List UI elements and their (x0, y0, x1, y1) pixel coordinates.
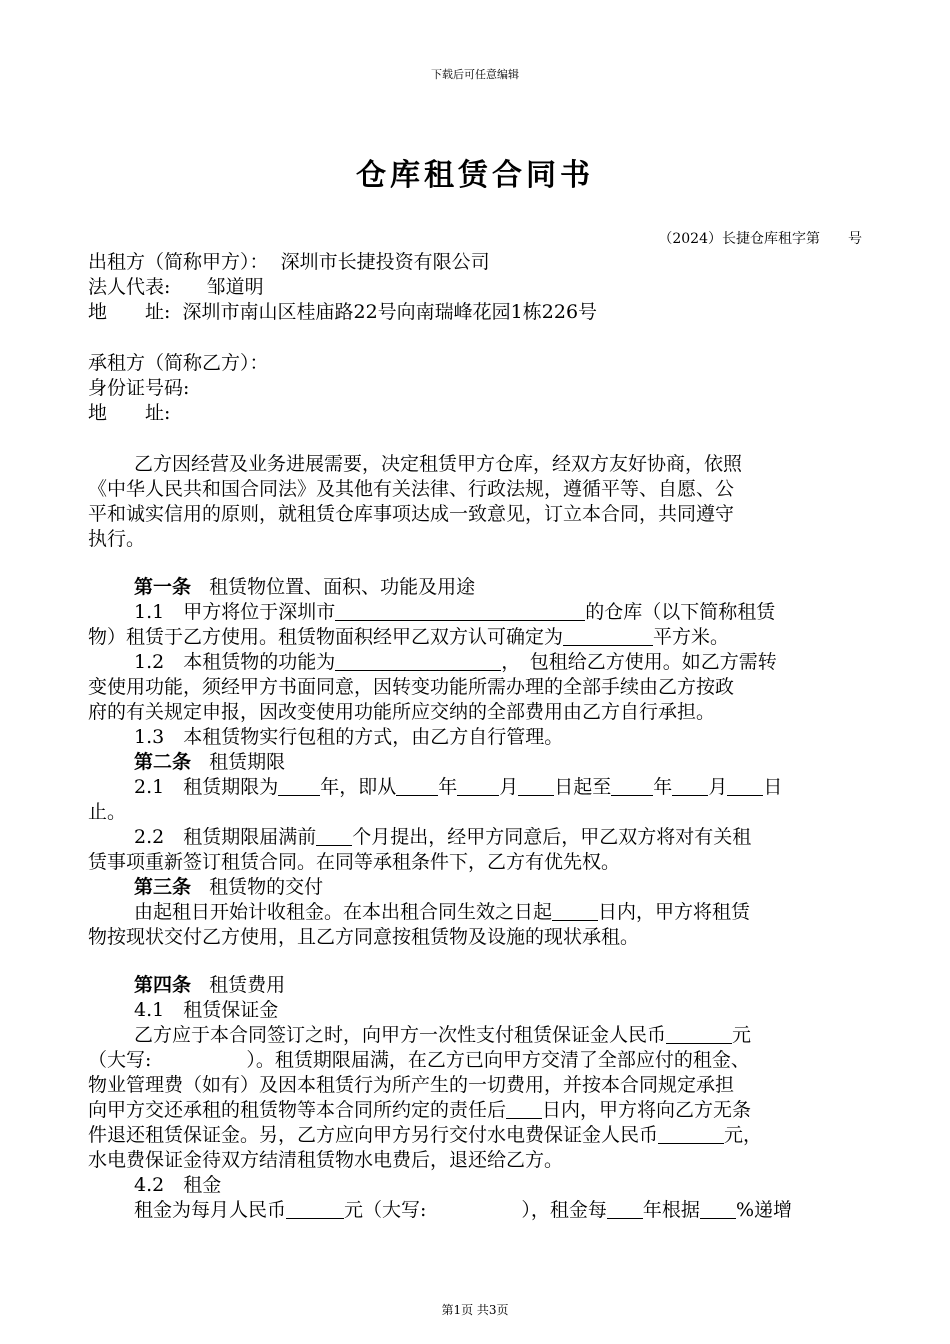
lessor-address-label: 地 址: (88, 301, 171, 323)
clause-2-2-line: 2.2 租赁期限届满前 个月提出，经甲方同意后，甲乙双方将对有关租 (134, 826, 752, 848)
section-4-1-line: 向甲方交还承租的租赁物等本合同所约定的责任后 日内，甲方将向乙方无条 (88, 1099, 752, 1121)
article-3-number: 第三条 (134, 876, 192, 898)
end-month-blank (672, 775, 708, 796)
increase-percent-blank (700, 1198, 736, 1219)
clause-1-2-line: 1.2 本租赁物的功能为 ， 包租给乙方使用。如乙方需转 (134, 651, 777, 673)
term-years-blank (278, 775, 320, 796)
page-footer: 第1页 共3页 (441, 1303, 509, 1317)
end-day-blank (727, 775, 763, 796)
article-3-heading (134, 874, 323, 900)
clause-2-1-line: 2.1 租赁期限为 年，即从 年 月 日起至 年 月 日 (134, 776, 783, 798)
preamble-line: 平和诚实信用的原则，就租赁仓库事项达成一致意见，订立本合同，共同遵守 (88, 503, 735, 525)
header-note: 下载后可任意编辑 (431, 68, 519, 81)
representative-name: 邹道明 (206, 276, 264, 298)
lessor-label: 出租方（简称甲方）： (88, 251, 269, 273)
lessor-address-line (88, 299, 597, 325)
refund-days-blank (506, 1098, 542, 1119)
notice-months-blank (316, 825, 352, 846)
article-2-title: 租赁期限 (209, 751, 286, 773)
increase-years-blank (607, 1198, 643, 1219)
start-year-blank (396, 775, 438, 796)
section-4-2-line: 租金为每月人民币 元（大写: ），租金每 年根据 %递增 (134, 1199, 792, 1221)
lessee-address-label: 地 址: (88, 402, 171, 424)
clause-1-1-line: 物）租赁于乙方使用。租赁物面积经甲乙双方认可确定为 平方米。 (88, 626, 730, 648)
section-4-1-line: 件退还租赁保证金。另，乙方应向甲方另行交付水电费保证金人民币 元， (88, 1124, 763, 1146)
article-2-number: 第二条 (134, 751, 192, 773)
lessor-name: 深圳市长捷投资有限公司 (280, 251, 490, 273)
rent-amount-blank (286, 1198, 344, 1219)
clause-2-1-line: 止。 (88, 801, 127, 823)
section-4-1-title: 4.1 租赁保证金 (134, 999, 279, 1021)
section-4-2-title: 4.2 租金 (134, 1174, 222, 1196)
area-blank (563, 625, 653, 646)
article-4-heading (134, 972, 285, 998)
clause-1-2-line: 府的有关规定申报，因改变使用功能所应交纳的全部费用由乙方自行承担。 (88, 701, 716, 723)
document-title: 仓库租赁合同书 (356, 158, 594, 193)
clause-1-3: 1.3 本租赁物实行包租的方式，由乙方自行管理。 (134, 726, 564, 748)
clause-1-2-line: 变使用功能，须经甲方书面同意，因转变功能所需办理的全部手续由乙方按政 (88, 676, 735, 698)
deposit-amount-blank (666, 1023, 732, 1044)
contract-number: （2024）长捷仓库租字第 号 (658, 231, 862, 247)
preamble-line: 执行。 (88, 528, 146, 550)
article-1-number: 第一条 (134, 576, 192, 598)
lessee-label: 承租方（简称乙方）： (88, 352, 269, 374)
utility-deposit-blank (658, 1123, 724, 1144)
clause-1-1-line: 1.1 甲方将位于深圳市 的仓库（以下简称租赁 (134, 601, 776, 623)
section-4-1-line: （大写: ）。租赁期限届满，在乙方已向甲方交清了全部应付的租金、 (88, 1049, 750, 1071)
article-1-heading (134, 574, 475, 600)
article-3-line: 由起租日开始计收租金。在本出租合同生效之日起 日内，甲方将租赁 (134, 901, 751, 923)
lessor-line (88, 249, 490, 275)
end-year-blank (611, 775, 653, 796)
start-month-blank (457, 775, 499, 796)
preamble-line: 乙方因经营及业务进展需要，决定租赁甲方仓库，经双方友好协商，依照 (134, 453, 743, 475)
section-4-1-line: 水电费保证金待双方结清租赁物水电费后，退还给乙方。 (88, 1149, 564, 1171)
section-4-1-line: 乙方应于本合同签订之时，向甲方一次性支付租赁保证金人民币 元 (134, 1024, 752, 1046)
start-day-blank (518, 775, 554, 796)
representative-label: 法人代表: (88, 276, 171, 298)
function-blank (335, 650, 501, 671)
representative-line (88, 274, 264, 300)
delivery-days-blank (552, 900, 598, 921)
article-2-heading (134, 749, 285, 775)
lessor-address: 深圳市南山区桂庙路22号向南瑞峰花园1栋226号 (182, 301, 598, 323)
article-3-line: 物按现状交付乙方使用，且乙方同意按租赁物及设施的现状承租。 (88, 926, 640, 948)
section-4-1-line: 物业管理费（如有）及因本租赁行为所产生的一切费用，并按本合同规定承担 (88, 1074, 735, 1096)
article-4-title: 租赁费用 (209, 974, 286, 996)
location-blank (335, 600, 585, 621)
article-3-title: 租赁物的交付 (209, 876, 324, 898)
clause-2-2-line: 赁事项重新签订租赁合同。在同等承租条件下，乙方有优先权。 (88, 851, 621, 873)
article-1-title: 租赁物位置、面积、功能及用途 (209, 576, 476, 598)
preamble-line: 《中华人民共和国合同法》及其他有关法律、行政法规，遵循平等、自愿、公 (88, 478, 735, 500)
article-4-number: 第四条 (134, 974, 192, 996)
lessee-id-label: 身份证号码: (88, 377, 190, 399)
